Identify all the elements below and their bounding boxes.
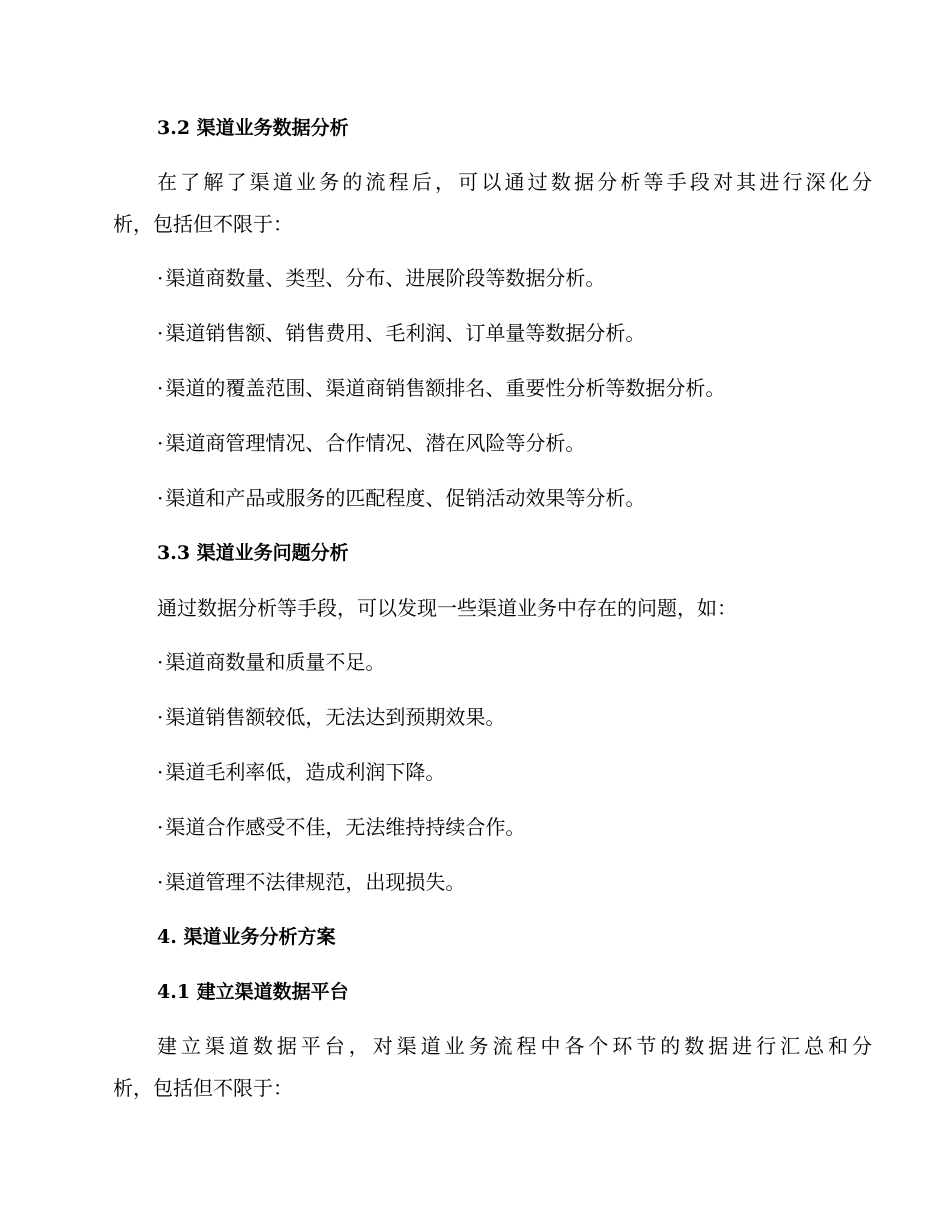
bullet-text: 渠道毛利率低，造成利润下降。 — [165, 760, 446, 784]
bullet-dot-icon: · — [157, 650, 164, 674]
bullet-dot-icon: · — [157, 431, 164, 455]
bullet-text: 渠道和产品或服务的匹配程度、促销活动效果等分析。 — [165, 486, 646, 510]
paragraph-4-1-line-1: 建立渠道数据平台，对渠道业务流程中各个环节的数据进行汇总和分 — [157, 1034, 872, 1058]
bullet-item — [157, 264, 605, 292]
bullet-dot-icon: · — [157, 760, 164, 784]
bullet-text: 渠道商管理情况、合作情况、潜在风险等分析。 — [165, 431, 586, 455]
bullet-item — [157, 813, 525, 841]
bullet-dot-icon: · — [157, 376, 164, 400]
bullet-dot-icon: · — [157, 321, 164, 345]
paragraph-3-3: 通过数据分析等手段，可以发现一些渠道业务中存在的问题，如： — [157, 596, 737, 620]
bullet-text: 渠道销售额较低，无法达到预期效果。 — [165, 705, 506, 729]
bullet-text: 渠道合作感受不佳，无法维持持续合作。 — [165, 815, 526, 839]
bullet-item — [157, 868, 465, 896]
bullet-text: 渠道商数量和质量不足。 — [165, 650, 386, 674]
section-heading-3-2: 3.2 渠道业务数据分析 — [157, 117, 349, 139]
section-heading-3-3: 3.3 渠道业务问题分析 — [157, 542, 349, 564]
bullet-dot-icon: · — [157, 815, 164, 839]
bullet-dot-icon: · — [157, 486, 164, 510]
bullet-item — [157, 319, 645, 347]
bullet-item — [157, 484, 645, 512]
section-heading-4: 4. 渠道业务分析方案 — [157, 926, 336, 948]
bullet-item — [157, 648, 385, 676]
bullet-item — [157, 429, 585, 457]
bullet-text: 渠道管理不法律规范，出现损失。 — [165, 870, 466, 894]
bullet-item — [157, 758, 445, 786]
bullet-item — [157, 703, 505, 731]
paragraph-3-2-line-2: 析，包括但不限于： — [113, 212, 293, 236]
bullet-dot-icon: · — [157, 870, 164, 894]
bullet-text: 渠道商数量、类型、分布、进展阶段等数据分析。 — [165, 266, 606, 290]
paragraph-3-2-line-1: 在了解了渠道业务的流程后，可以通过数据分析等手段对其进行深化分 — [157, 170, 872, 194]
bullet-dot-icon: · — [157, 266, 164, 290]
bullet-text: 渠道的覆盖范围、渠道商销售额排名、重要性分析等数据分析。 — [165, 376, 726, 400]
bullet-text: 渠道销售额、销售费用、毛利润、订单量等数据分析。 — [165, 321, 646, 345]
paragraph-4-1-line-2: 析，包括但不限于： — [113, 1076, 293, 1100]
bullet-item — [157, 374, 725, 402]
section-heading-4-1: 4.1 建立渠道数据平台 — [157, 981, 349, 1003]
bullet-dot-icon: · — [157, 705, 164, 729]
